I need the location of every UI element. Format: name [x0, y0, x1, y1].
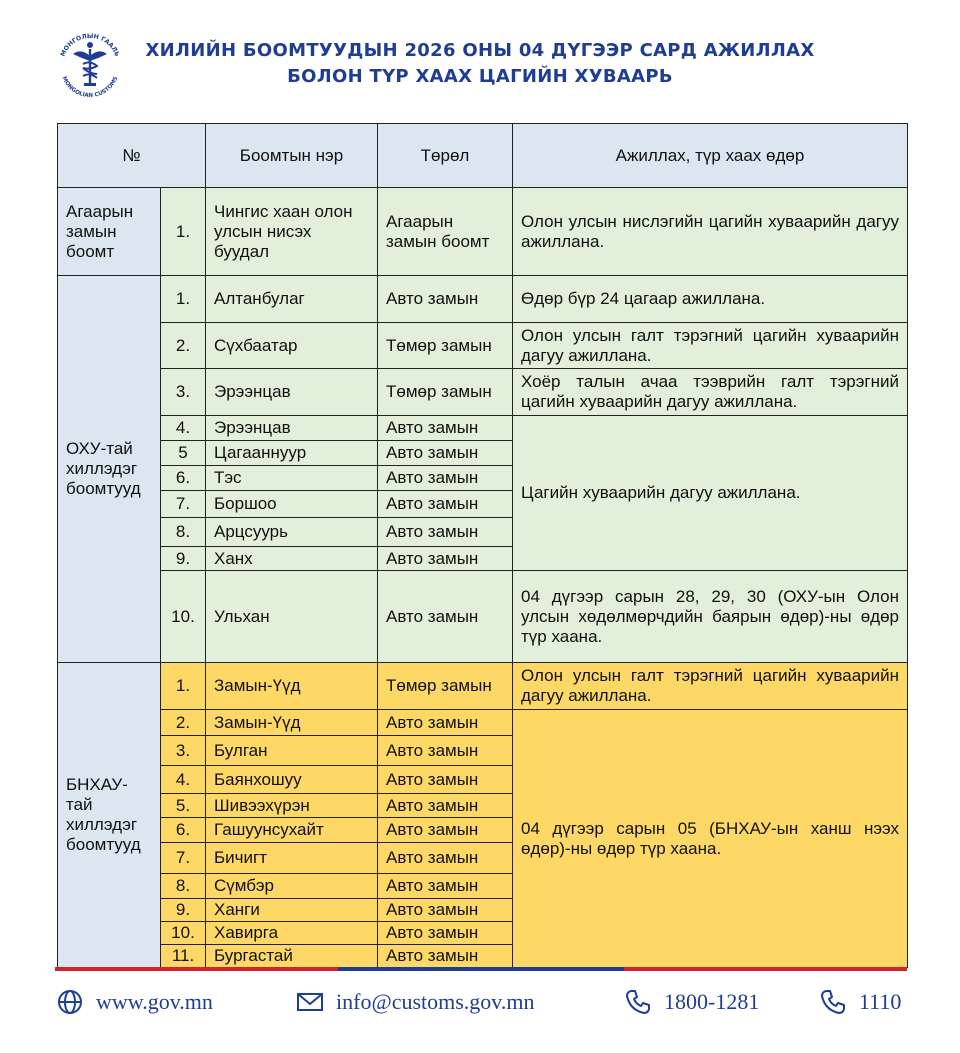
title-line-1: ХИЛИЙН БООМТУУДЫН 2026 ОНЫ 04 ДҮГЭЭР САРД АЖИЛЛАХ	[145, 40, 815, 61]
port-type: Авто замын	[378, 736, 513, 766]
group-china: БНХАУ-тай хиллэдэг боомтууд	[58, 663, 161, 968]
port-type: Авто замын	[378, 491, 513, 518]
row-number: 1.	[161, 663, 206, 710]
footer-stripe-red-left	[55, 967, 338, 971]
row-number: 7.	[161, 491, 206, 518]
port-schedule: Хоёр талын ачаа тээврийн галт тэрэгний цагийн хуваарийн дагуу ажиллана.	[513, 369, 908, 416]
row-number: 7.	[161, 843, 206, 874]
port-schedule: Олон улсын галт тэрэгний цагийн хуваарийн дагуу ажиллана.	[513, 663, 908, 710]
port-name: Бургастай	[206, 945, 378, 968]
table-row	[58, 276, 908, 323]
row-number: 1.	[161, 188, 206, 276]
row-number: 10.	[161, 922, 206, 945]
port-name: Булган	[206, 736, 378, 766]
port-type: Агаарын замын боомт	[378, 188, 513, 276]
title-line-2: БОЛОН ТҮР ХААХ ЦАГИЙН ХУВААРЬ	[287, 66, 673, 87]
table-row	[58, 663, 908, 710]
row-number: 6.	[161, 466, 206, 491]
port-type: Авто замын	[378, 818, 513, 843]
port-name: Боршоо	[206, 491, 378, 518]
port-name: Шивээхүрэн	[206, 794, 378, 818]
port-type: Авто замын	[378, 843, 513, 874]
port-type: Төмөр замын	[378, 323, 513, 369]
port-schedule: Олон улсын галт тэрэгний цагийн хуваарийн дагуу ажиллана.	[513, 323, 908, 369]
port-name: Баянхошуу	[206, 766, 378, 794]
phone-icon	[819, 988, 847, 1016]
port-name: Ханги	[206, 899, 378, 922]
row-number: 6.	[161, 818, 206, 843]
port-type: Авто замын	[378, 518, 513, 547]
globe-icon	[56, 988, 84, 1016]
table-row	[58, 323, 908, 369]
group-air: Агаарын замын боомт	[58, 188, 161, 276]
port-type: Авто замын	[378, 571, 513, 663]
footer-email[interactable]	[296, 986, 535, 1018]
row-number: 2.	[161, 323, 206, 369]
port-name: Сүмбэр	[206, 874, 378, 899]
row-number: 5.	[161, 794, 206, 818]
row-number: 5	[161, 441, 206, 466]
port-type: Авто замын	[378, 710, 513, 736]
phone-icon	[624, 988, 652, 1016]
port-type: Авто замын	[378, 922, 513, 945]
port-type: Төмөр замын	[378, 369, 513, 416]
port-type: Авто замын	[378, 874, 513, 899]
port-name: Замын-Үүд	[206, 663, 378, 710]
port-name: Арцсуурь	[206, 518, 378, 547]
row-number: 8.	[161, 874, 206, 899]
group-russia: ОХУ-тай хиллэдэг боомтууд	[58, 276, 161, 663]
port-schedule: 04 дүгээр сарын 05 (БНХАУ-ын ханш нээх өдөр)-ны өдөр түр хаана.	[513, 710, 908, 968]
port-type: Авто замын	[378, 466, 513, 491]
footer-phone-2[interactable]	[819, 986, 901, 1018]
port-type: Авто замын	[378, 416, 513, 441]
row-number: 11.	[161, 945, 206, 968]
table-row	[58, 369, 908, 416]
header-schedule: Ажиллах, түр хаах өдөр	[513, 124, 908, 188]
port-name: Сүхбаатар	[206, 323, 378, 369]
row-number: 3.	[161, 369, 206, 416]
svg-text:MONGOLIAN CUSTOMS: MONGOLIAN CUSTOMS	[60, 75, 120, 100]
row-number: 9.	[161, 547, 206, 571]
row-number: 10.	[161, 571, 206, 663]
port-type: Авто замын	[378, 766, 513, 794]
footer-phone-1[interactable]	[624, 986, 759, 1018]
footer-website[interactable]	[56, 986, 213, 1018]
port-type: Авто замын	[378, 441, 513, 466]
port-name: Цагааннуур	[206, 441, 378, 466]
row-number: 4.	[161, 416, 206, 441]
port-name: Бичигт	[206, 843, 378, 874]
header-no: №	[58, 124, 206, 188]
svg-text:МОНГОЛЫН ГААЛЬ: МОНГОЛЫН ГААЛЬ	[59, 32, 121, 58]
port-name: Тэс	[206, 466, 378, 491]
border-schedule-table	[57, 123, 908, 968]
port-name: Ульхан	[206, 571, 378, 663]
phone-number-2[interactable]: 1110	[859, 989, 902, 1014]
footer-stripe-blue	[338, 967, 624, 971]
page-title	[130, 38, 830, 90]
port-type: Авто замын	[378, 547, 513, 571]
header-name: Боомтын нэр	[206, 124, 378, 188]
port-schedule: 04 дүгээр сарын 28, 29, 30 (ОХУ-ын Олон улсын хөдөлмөрчдийн баярын өдөр)-ны өдөр түр хаана.	[513, 571, 908, 663]
port-name: Чингис хаан олон улсын нисэх буудал	[206, 188, 378, 276]
port-name: Алтанбулаг	[206, 276, 378, 323]
row-number: 1.	[161, 276, 206, 323]
row-number: 2.	[161, 710, 206, 736]
table-header-row	[58, 124, 908, 188]
port-type: Төмөр замын	[378, 663, 513, 710]
footer-stripe-red-right	[624, 967, 907, 971]
row-number: 3.	[161, 736, 206, 766]
table-row	[58, 188, 908, 276]
port-type: Авто замын	[378, 276, 513, 323]
table-row	[58, 571, 908, 663]
port-schedule: Цагийн хуваарийн дагуу ажиллана.	[513, 416, 908, 571]
row-number: 4.	[161, 766, 206, 794]
table-row	[58, 416, 908, 441]
mongolian-customs-logo	[53, 28, 127, 102]
port-schedule: Өдөр бүр 24 цагаар ажиллана.	[513, 276, 908, 323]
port-schedule: Олон улсын нислэгийн цагийн хуваарийн дагуу ажиллана.	[513, 188, 908, 276]
port-name: Ханх	[206, 547, 378, 571]
table-row	[58, 710, 908, 736]
port-name: Эрээнцав	[206, 369, 378, 416]
port-name: Хавирга	[206, 922, 378, 945]
port-name: Гашуунсухайт	[206, 818, 378, 843]
port-type: Авто замын	[378, 899, 513, 922]
port-name: Замын-Үүд	[206, 710, 378, 736]
header-type: Төрөл	[378, 124, 513, 188]
port-type: Авто замын	[378, 945, 513, 968]
row-number: 9.	[161, 899, 206, 922]
mail-icon	[296, 988, 324, 1016]
port-type: Авто замын	[378, 794, 513, 818]
phone-number-1[interactable]: 1800-1281	[664, 989, 760, 1014]
row-number: 8.	[161, 518, 206, 547]
port-name: Эрээнцав	[206, 416, 378, 441]
website-link[interactable]: www.gov.mn	[96, 989, 213, 1014]
email-link[interactable]: info@customs.gov.mn	[336, 989, 535, 1014]
